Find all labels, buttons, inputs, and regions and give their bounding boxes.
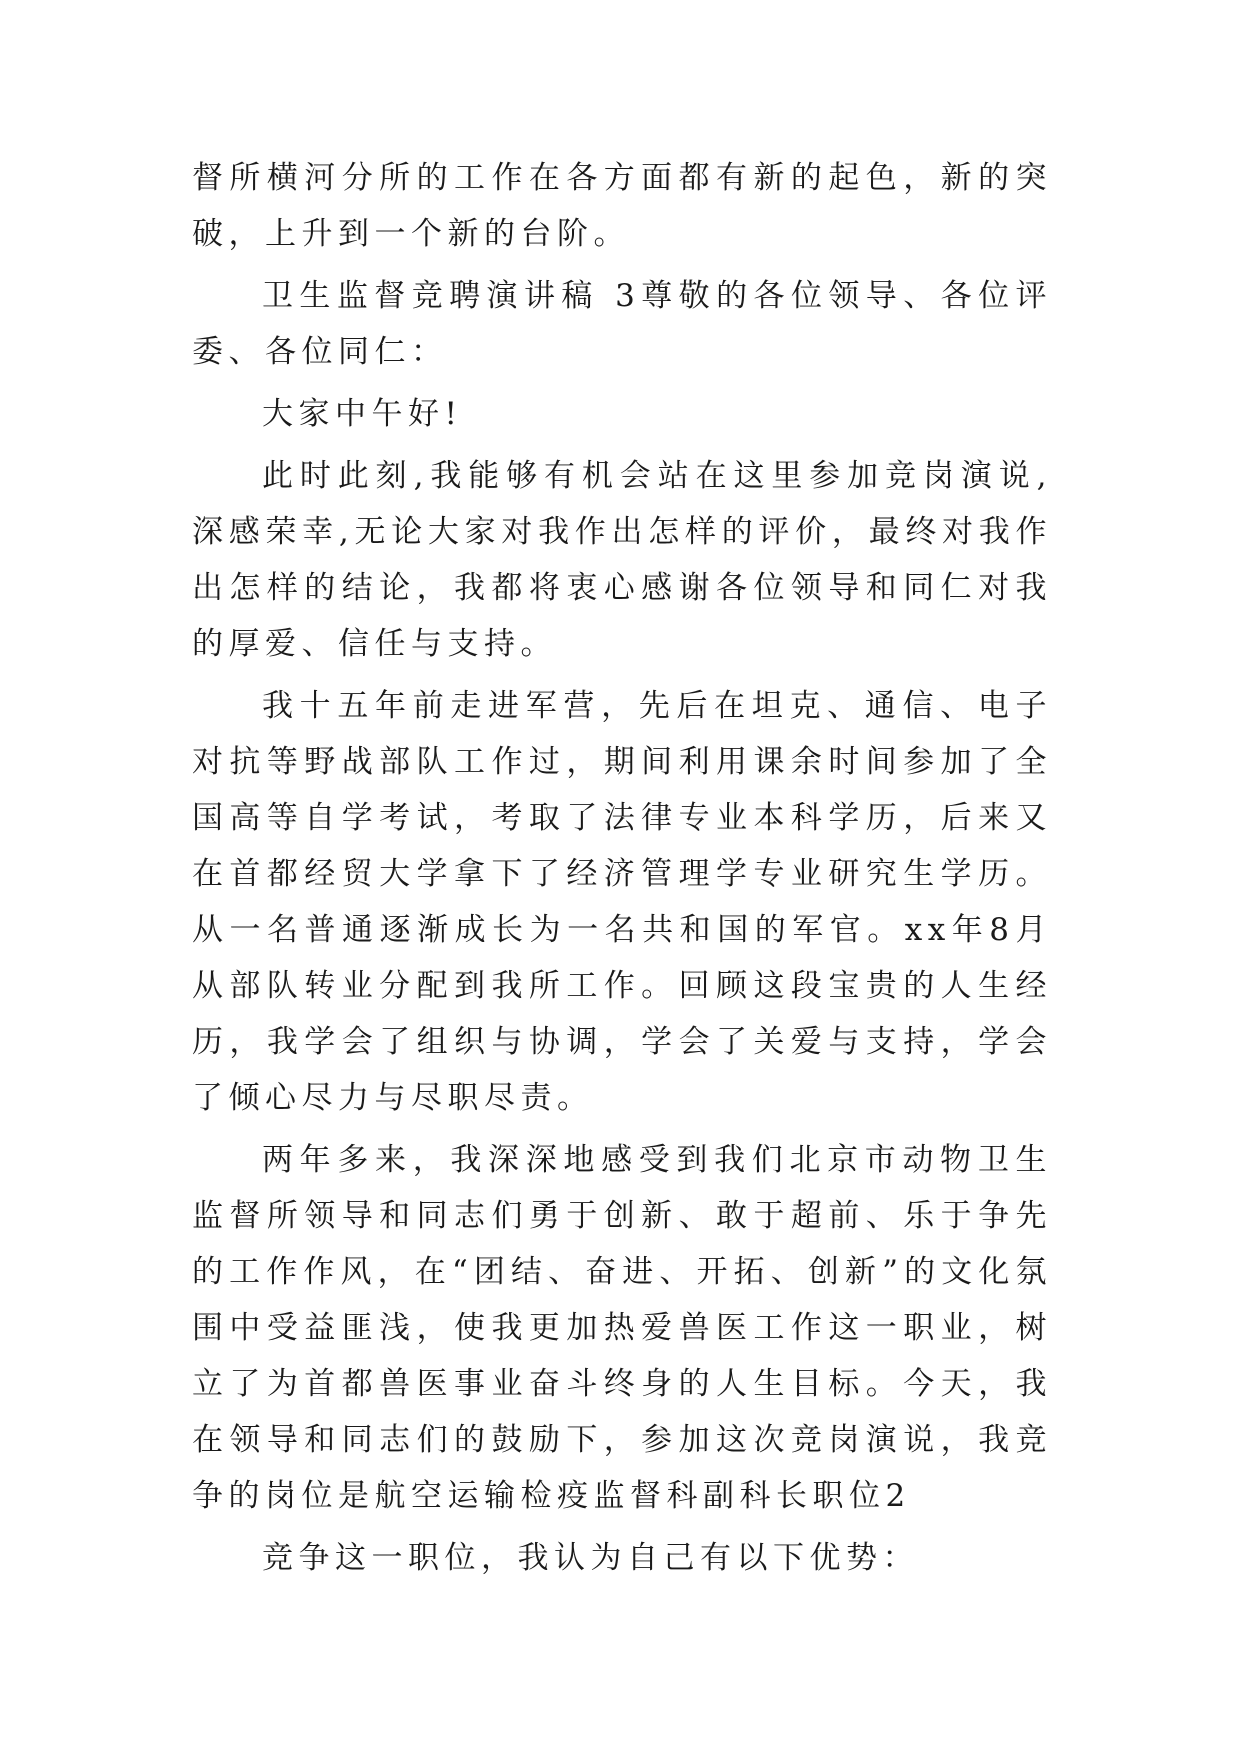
paragraph-opening: 此时此刻,我能够有机会站在这里参加竞岗演说,深感荣幸,无论大家对我作出怎样的评价，最终对我作出怎样的结论，我都将衷心感谢各位领导和同仁对我的厚爱、信任与支持。 [192,458,1052,662]
paragraph-experience: 两年多来，我深深地感受到我们北京市动物卫生监督所领导和同志们勇于创新、敢于超前、乐于争先的工作作风，在“团结、奋进、开拓、创新”的文化氛围中受益匪浅，使我更加热爱兽医工作这一职业，树立了为首都兽医事业奋斗终身的人生目标。今天，我在领导和同志们的鼓励下，参加这次竞岗演说，我竞争的岗位是航空运输检疫监督科副科长职位2 [192,1142,1052,1514]
document-body [192,150,1052,1592]
paragraph-advantages-intro: 竞争这一职位，我认为自己有以下优势： [262,1540,919,1576]
paragraph-background: 我十五年前走进军营，先后在坦克、通信、电子对抗等野战部队工作过，期间利用课余时间参加了全国高等自学考试，考取了法律专业本科学历，后来又在首都经贸大学拿下了经济管理学专业研究生学历。从一名普通逐渐成长为一名共和国的军官。xx年8月从部队转业分配到我所工作。回顾这段宝贵的人生经历，我学会了组织与协调，学会了关爱与支持，学会了倾心尽力与尽职尽责。 [192,688,1052,1116]
paragraph-salutation: 大家中午好! [262,396,463,432]
paragraph-title-greeting: 卫生监督竞聘演讲稿 3尊敬的各位领导、各位评委、各位同仁： [192,278,1052,370]
paragraph-continuation: 督所横河分所的工作在各方面都有新的起色，新的突破，上升到一个新的台阶。 [192,160,1052,252]
